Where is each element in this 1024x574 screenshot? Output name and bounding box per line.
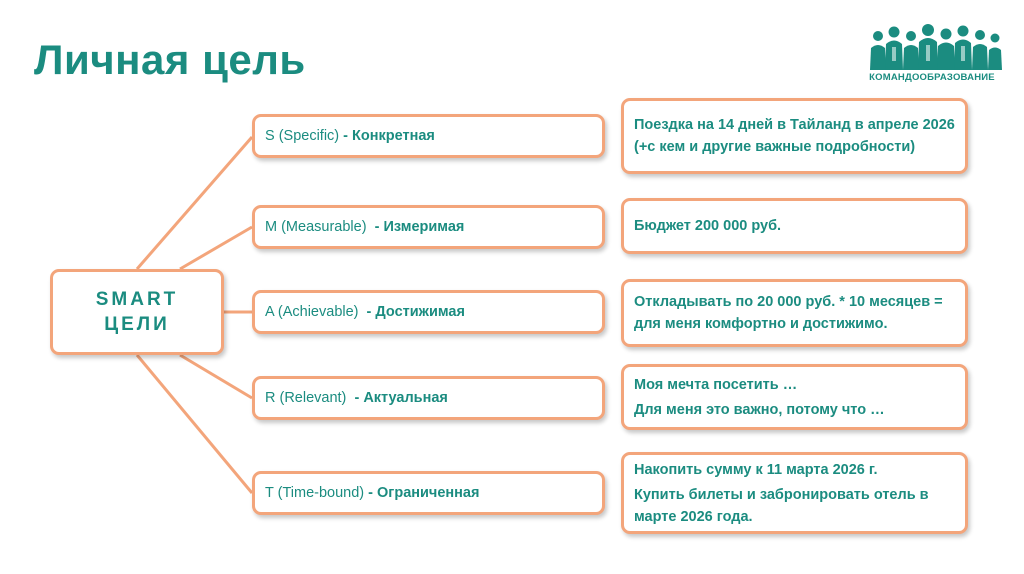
criterion-meaning: Измеримая [383, 219, 465, 235]
detail-achievable [621, 279, 968, 347]
criterion-meaning: Конкретная [352, 128, 435, 144]
criterion-letter-label: M (Measurable) [265, 219, 367, 235]
smart-goals-node [50, 269, 224, 355]
connector-t [137, 355, 252, 493]
criterion-time-bound [252, 471, 605, 515]
criterion-meaning: Достижимая [375, 304, 465, 320]
detail-text: Поездка на 14 дней в Тайланд в апреле 2026 (+с кем и другие важные подробности) [634, 117, 955, 155]
criterion-meaning: Актуальная [363, 390, 448, 406]
detail-time-bound [621, 452, 968, 534]
criterion-achievable [252, 290, 605, 334]
criterion-separator: - [366, 219, 384, 235]
detail-text: Накопить сумму к 11 марта 2026 г. [634, 461, 878, 478]
criterion-letter-label: T (Time-bound) [265, 485, 365, 501]
detail-text: Откладывать по 20 000 руб. * 10 месяцев = для меня комфортно и достижимо. [634, 294, 943, 332]
criterion-measurable [252, 205, 605, 249]
connector-m [180, 227, 252, 269]
logo-text: КОМАНДООБРАЗОВАНИЕ [869, 72, 995, 83]
detail-relevant [621, 364, 968, 430]
page-title: Личная цель [34, 36, 306, 83]
criterion-letter-label: A (Achievable) [265, 304, 359, 320]
goals-label: ЦЕЛИ [104, 314, 170, 335]
criterion-separator: - [364, 485, 378, 501]
criterion-relevant [252, 376, 605, 420]
criterion-specific [252, 114, 605, 158]
criterion-meaning: Ограниченная [377, 485, 480, 501]
criterion-separator: - [339, 128, 353, 144]
criterion-letter-label: S (Specific) [265, 128, 340, 144]
connector-s [137, 137, 252, 269]
criterion-separator: - [346, 390, 364, 406]
detail-measurable [621, 198, 968, 254]
detail-text: Для меня это важно, потому что … [634, 401, 885, 418]
smart-label: SMART [95, 289, 179, 310]
criterion-letter-label: R (Relevant) [265, 390, 347, 406]
detail-text: Моя мечта посетить … [634, 376, 798, 393]
criterion-separator: - [358, 304, 376, 320]
connector-r [180, 355, 252, 398]
detail-specific [621, 98, 968, 174]
detail-text: Купить билеты и забронировать отель в марте 2026 года. [634, 486, 929, 525]
detail-text: Бюджет 200 000 руб. [634, 218, 782, 234]
